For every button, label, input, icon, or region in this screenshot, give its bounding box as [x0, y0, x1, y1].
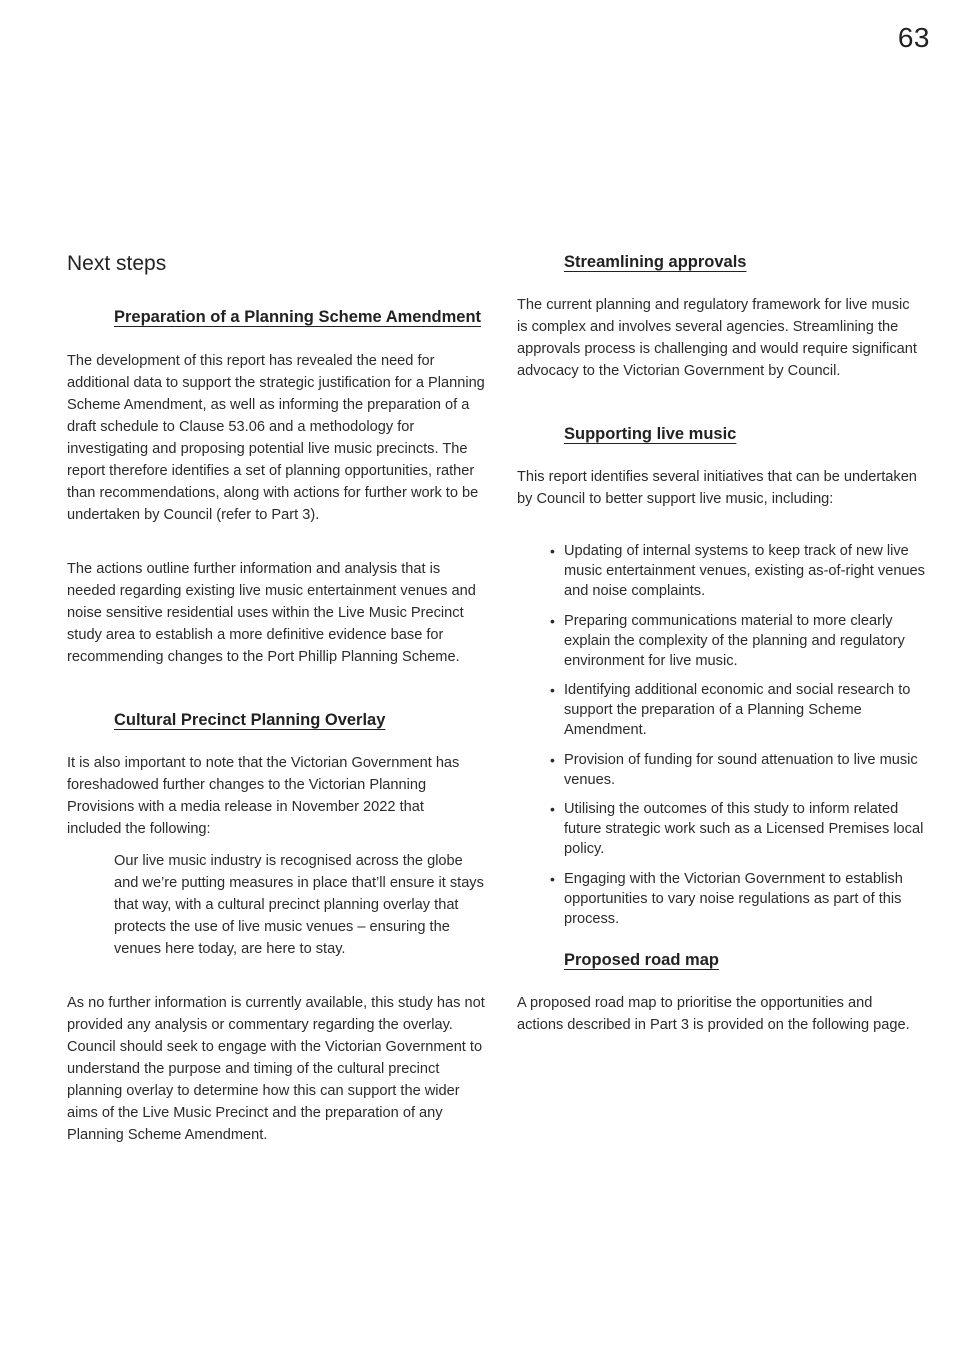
subhead-planning-scheme-amendment — [67, 308, 487, 327]
quote-text: Our live music industry is recognised across the globe and we’re putting measures in place that’ll ensure it stays that way, with a cultural precinct planning overlay that protects the use of live music venues – ensuring the venues here today, are here to stay. — [114, 853, 484, 957]
para-victorian-government — [67, 752, 482, 840]
initiatives-list — [517, 541, 935, 938]
section-heading-next-steps: Next steps — [67, 252, 167, 275]
media-release-quote — [67, 850, 487, 960]
paragraph: This report identifies several initiatives that can be undertaken by Council to better support live music, including: — [517, 469, 917, 507]
para-initiatives — [517, 466, 917, 510]
para-development-report — [67, 350, 487, 526]
subhead-cultural-precinct — [67, 711, 487, 730]
list-item: • Provision of funding for sound attenuation to live music venues. — [564, 750, 935, 790]
paragraph: The actions outline further information and analysis that is needed regarding existing live music entertainment venues and noise sensitive residential uses within the Live Music Precinct study area to establish a more definitive evidence base for recommending changes to the Port Phillip Planning Scheme. — [67, 561, 476, 665]
subhead-text: Proposed road map — [564, 951, 719, 969]
list-item: • Updating of internal systems to keep track of new live music entertainment venues, existing as-of-right venues and noise complaints. — [564, 541, 935, 601]
subhead-text: Streamlining approvals — [564, 253, 747, 271]
paragraph: The development of this report has revealed the need for additional data to support the strategic justification for a Planning Scheme Amendment, as well as informing the preparation of a draft schedule to Clause 53.06 and a methodology for investigating and proposing potential live music precincts. The report therefore identifies a set of planning opportunities, rather than recommendations, along with actions for further work to be undertaken by Council (refer to Part 3). — [67, 353, 485, 523]
paragraph: It is also important to note that the Victorian Government has foreshadowed further changes to the Victorian Planning Provisions with a media release in November 2022 that included the following: — [67, 755, 460, 837]
para-regulatory-framework — [517, 294, 917, 382]
subhead-proposed-road-map — [517, 951, 937, 970]
para-road-map — [517, 992, 922, 1036]
paragraph: The current planning and regulatory framework for live music is complex and involves several agencies. Streamlining the approvals process is challenging and would require significant advocacy to the Victorian Government by Council. — [517, 297, 917, 379]
subhead-text: Cultural Precinct Planning Overlay — [114, 711, 386, 729]
subhead-text: Supporting live music — [564, 425, 737, 443]
subhead-text: Preparation of a Planning Scheme Amendment — [114, 308, 482, 326]
list-item: • Engaging with the Victorian Government to establish opportunities to vary noise regulations as part of this process. — [564, 869, 935, 929]
para-actions-outline — [67, 558, 487, 668]
para-no-further-info — [67, 992, 487, 1146]
list-item: • Identifying additional economic and social research to support the preparation of a Planning Scheme Amendment. — [564, 680, 935, 740]
list-item: • Utilising the outcomes of this study to inform related future strategic work such as a Licensed Premises local policy. — [564, 799, 935, 859]
paragraph: As no further information is currently available, this study has not provided any analysis or commentary regarding the overlay. Council should seek to engage with the Victorian Government to understand the purpose and timing of the cultural precinct planning overlay to determine how this can support the wider aims of the Live Music Precinct and the preparation of any Planning Scheme Amendment. — [67, 995, 485, 1143]
list-item: • Preparing communications material to more clearly explain the complexity of the planning and regulatory environment for live music. — [564, 611, 935, 671]
page-number: 63 — [897, 22, 930, 53]
subhead-supporting-live-music — [517, 425, 937, 444]
subhead-streamlining-approvals — [517, 253, 937, 272]
paragraph: A proposed road map to prioritise the opportunities and actions described in Part 3 is provided on the following page. — [517, 995, 910, 1033]
